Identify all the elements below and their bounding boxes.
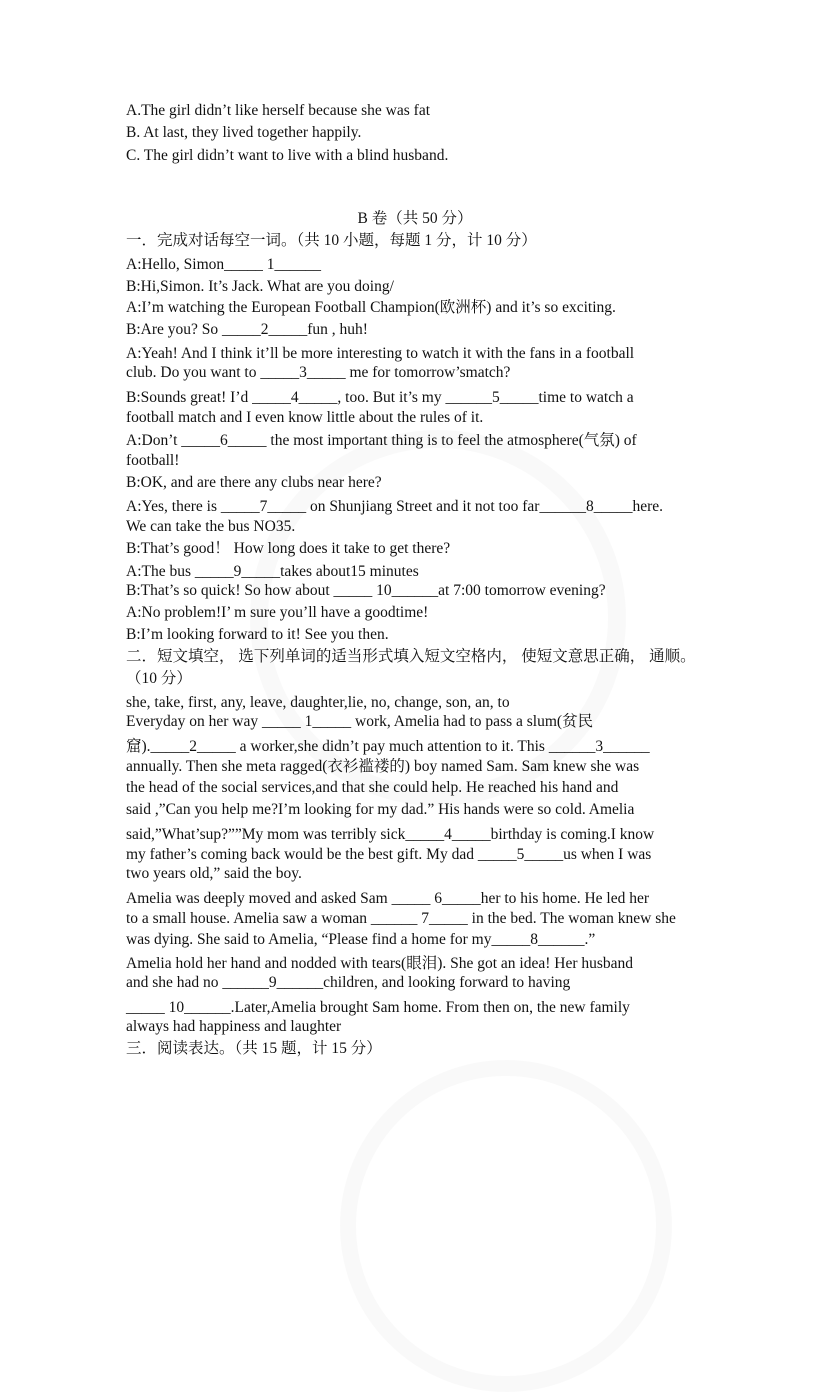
passage-line: said,”What’sup?””My mom was terribly sick_____4_____birthday is coming.I know — [126, 826, 655, 843]
dialogue-line: B:OK, and are there any clubs near here? — [126, 474, 382, 491]
passage-line: Amelia hold her hand and nodded with tears(眼泪). She got an idea! Her husband — [126, 955, 634, 972]
watermark-seal-lower — [340, 1060, 672, 1392]
dialogue-line: B:That’s so quick! So how about _____ 10______at 7:00 tomorrow evening? — [126, 582, 606, 599]
passage-line: always had happiness and laughter — [126, 1018, 342, 1035]
passage-line: two years old,” said the boy. — [126, 865, 302, 882]
dialogue-line: B:That’s good！ How long does it take to get there? — [126, 540, 451, 557]
dialogue-line: We can take the bus NO35. — [126, 518, 296, 535]
passage-line: _____ 10______.Later,Amelia brought Sam home. From then on, the new family — [126, 999, 630, 1016]
passage-line: and she had no ______9______children, and looking forward to having — [126, 974, 571, 991]
dialogue-line: B:I’m looking forward to it! See you then. — [126, 626, 389, 643]
section-2-points: （10 分） — [126, 670, 192, 687]
dialogue-line: football! — [126, 452, 180, 469]
passage-line: 窟)._____2_____ a worker,she didn’t pay much attention to it. This ______3______ — [126, 738, 650, 755]
section-2-heading: 二．短文填空， 选下列单词的适当形式填入短文空格内， 使短文意思正确， 通顺。 — [126, 648, 696, 665]
passage-line: the head of the social services,and that she could help. He reached his hand and — [126, 779, 619, 796]
passage-line: to a small house. Amelia saw a woman ______ 7_____ in the bed. The woman knew she — [126, 910, 676, 927]
dialogue-line: club. Do you want to _____3_____ me for tomorrow’smatch? — [126, 364, 511, 381]
dialogue-line: A:Yeah! And I think it’ll be more interesting to watch it with the fans in a football — [126, 345, 635, 362]
word-bank: she, take, first, any, leave, daughter,lie, no, change, son, an, to — [126, 694, 510, 711]
dialogue-line: A:The bus _____9_____takes about15 minutes — [126, 563, 419, 580]
option-a: A.The girl didn’t like herself because she was fat — [126, 102, 431, 119]
dialogue-line: A:Don’t _____6_____ the most important thing is to feel the atmosphere(气氛) of — [126, 432, 637, 449]
passage-line: said ,”Can you help me?I’m looking for my dad.” His hands were so cold. Amelia — [126, 801, 635, 818]
dialogue-line: A:I’m watching the European Football Champion(欧洲杯) and it’s so exciting. — [126, 299, 616, 316]
dialogue-line: A:Yes, there is _____7_____ on Shunjiang Street and it not too far______8_____here. — [126, 498, 663, 515]
dialogue-line: B:Hi,Simon. It’s Jack. What are you doing/ — [126, 278, 394, 295]
passage-line: annually. Then she meta ragged(衣衫褴褛的) boy named Sam. Sam knew she was — [126, 758, 640, 775]
section-b-title: B 卷（共 50 分） — [357, 210, 473, 227]
passage-line: Everyday on her way _____ 1_____ work, Amelia had to pass a slum(贫民 — [126, 713, 594, 730]
option-c: C. The girl didn’t want to live with a blind husband. — [126, 147, 449, 164]
passage-line: was dying. She said to Amelia, “Please find a home for my_____8______.” — [126, 931, 596, 948]
section-1-heading: 一．完成对话每空一词。（共 10 小题，每题 1 分，计 10 分） — [126, 232, 537, 249]
dialogue-line: A:No problem!I’ m sure you’ll have a goodtime! — [126, 604, 429, 621]
passage-line: my father’s coming back would be the best gift. My dad _____5_____us when I was — [126, 846, 652, 863]
dialogue-line: B:Are you? So _____2_____fun , huh! — [126, 321, 368, 338]
passage-line: Amelia was deeply moved and asked Sam _____ 6_____her to his home. He led her — [126, 890, 650, 907]
option-b: B. At last, they lived together happily. — [126, 124, 362, 141]
dialogue-line: B:Sounds great! I’d _____4_____, too. But it’s my ______5_____time to watch a — [126, 389, 634, 406]
dialogue-line: A:Hello, Simon_____ 1______ — [126, 256, 322, 273]
section-3-heading: 三．阅读表达。（共 15 题，计 15 分） — [126, 1040, 382, 1057]
dialogue-line: football match and I even know little about the rules of it. — [126, 409, 484, 426]
